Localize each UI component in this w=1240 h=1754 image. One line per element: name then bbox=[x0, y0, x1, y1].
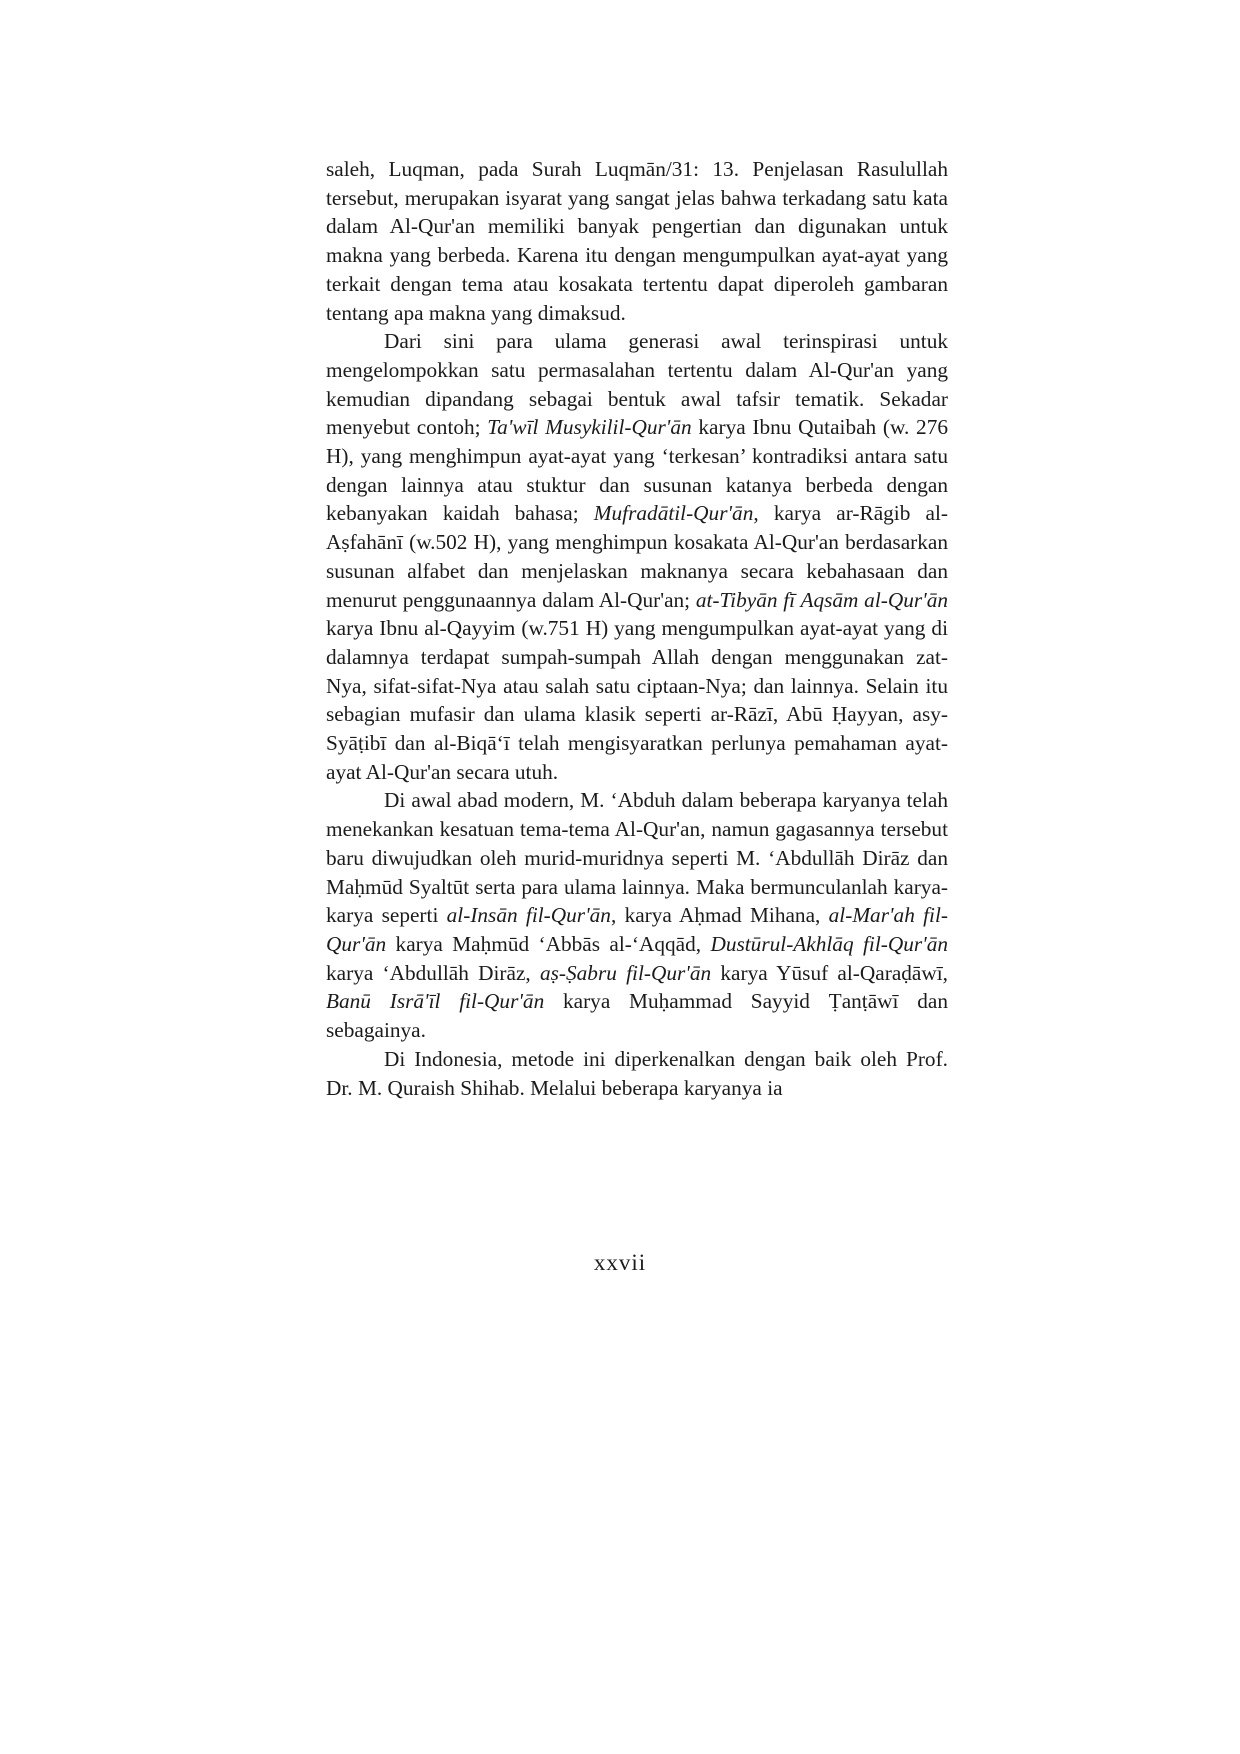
text-run: karya Muḥammad Sayyid Ṭanṭāwī dan sebagainya. bbox=[326, 989, 948, 1043]
body-text bbox=[326, 155, 948, 1102]
text-run: , karya Aḥmad Mihana, bbox=[610, 903, 829, 928]
text-run: Dari sini para ulama generasi awal terinspirasi untuk mengelompokkan satu permasalahan tertentu dalam Al-Qur'an yang kemudian dipandang sebagai bentuk awal tafsir tematik. Sekadar menyebut contoh; bbox=[326, 329, 948, 440]
book-title: Mufradātil-Qur'ān bbox=[593, 501, 754, 526]
paragraph bbox=[326, 327, 948, 786]
book-title: at-Tibyān fī Aqsām al-Qur'ān bbox=[695, 587, 949, 612]
page-number: xxvii bbox=[593, 1250, 647, 1275]
text-run: karya Maḥmūd ‘Abbās al-‘Aqqād, bbox=[386, 931, 711, 956]
text-run: , karya ar-Rāgib al-Aṣfahānī (w.502 H), yang menghimpun kosakata Al-Qur'an berdasarkan susunan alfabet dan menjelaskan maknanya secara kebahasaan dan menurut penggunaannya dalam Al-Qur'an; bbox=[326, 501, 948, 612]
book-title: Banū Isrā'īl fil-Qur'ān bbox=[326, 989, 545, 1014]
text-run: Di awal abad modern, M. ‘Abduh dalam beberapa karyanya telah menekankan kesatuan tema-tema Al-Qur'an, namun gagasannya tersebut baru diwujudkan oleh murid-muridnya seperti M. ‘Abdullāh Dirāz dan Maḥmūd Syaltūt serta para ulama lainnya. Maka bermunculanlah karya-karya seperti bbox=[326, 788, 948, 928]
text-run: karya Yūsuf al-Qaraḍāwī, bbox=[711, 960, 948, 985]
paragraph bbox=[326, 786, 948, 1044]
book-title: aṣ-Ṣabru fil-Qur'ān bbox=[539, 960, 712, 985]
book-title: al-Mar'ah fil-Qur'ān bbox=[326, 903, 948, 956]
book-title: Ta'wīl Musykilil-Qur'ān bbox=[487, 415, 692, 440]
text-run: karya Ibnu Qutaibah (w. 276 H), yang menghimpun ayat-ayat yang ‘terkesan’ kontradiksi antara satu dengan lainnya atau stuktur dan susunan katanya berbeda dengan kebanyakan kaidah bahasa; bbox=[326, 415, 948, 526]
book-title: Dustūrul-Akhlāq fil-Qur'ān bbox=[710, 931, 948, 956]
paragraph bbox=[326, 1045, 948, 1102]
book-title: al-Insān fil-Qur'ān bbox=[446, 903, 611, 928]
paragraph bbox=[326, 155, 948, 327]
text-run: Di Indonesia, metode ini diperkenalkan dengan baik oleh Prof. Dr. M. Quraish Shihab. Melalui beberapa karyanya ia bbox=[326, 1046, 948, 1100]
text-run: saleh, Luqman, pada Surah Luqmān/31: 13. Penjelasan Rasulullah tersebut, merupakan isyarat yang sangat jelas bahwa terkadang satu kata dalam Al-Qur'an memiliki banyak pengertian dan digunakan untuk makna yang berbeda. Karena itu dengan mengumpulkan ayat-ayat yang terkait dengan tema atau kosakata tertentu dapat diperoleh gambaran tentang apa makna yang dimaksud. bbox=[326, 157, 948, 325]
text-run: karya ‘Abdullāh Dirāz, bbox=[326, 960, 540, 985]
text-run: karya Ibnu al-Qayyim (w.751 H) yang mengumpulkan ayat-ayat yang di dalamnya terdapat sumpah-sumpah Allah dengan menggunakan zat-Nya, sifat-sifat-Nya atau salah satu ciptaan-Nya; dan lainnya. Selain itu sebagian mufasir dan ulama klasik seperti ar-Rāzī, Abū Ḥayyan, asy-Syāṭibī dan al-Biqā‘ī telah mengisyaratkan perlunya pemahaman ayat-ayat Al-Qur'an secara utuh. bbox=[326, 616, 948, 784]
